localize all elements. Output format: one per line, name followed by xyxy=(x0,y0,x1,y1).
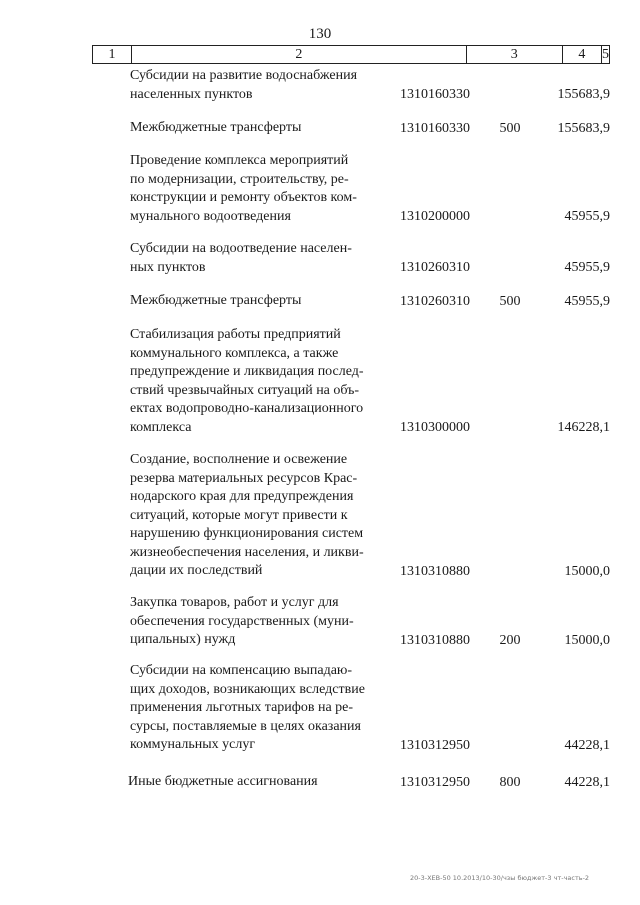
row-description: Иные бюджетные ассигнования xyxy=(128,774,318,789)
table-row xyxy=(0,326,640,437)
document-footer: 20-3-ХЕВ-50 10.2013/10-30/чзы бюджет-3 чт-часть-2 xyxy=(410,874,590,882)
row-description: Закупка товаров, работ и услуг для обеспечения государственных (муни- ципальных) нужд xyxy=(130,595,354,647)
row-description: Проведение комплекса мероприятий по модернизации, строительству, ре- конструкции и ремонту объектов ком- мунального водоотведения xyxy=(130,153,357,224)
row-amount: 45955,9 xyxy=(564,259,610,275)
page-number: 130 xyxy=(308,26,332,42)
row-description: Субсидии на водоотведение населен- ных пунктов xyxy=(130,241,352,275)
row-amount: 15000,0 xyxy=(564,632,610,648)
table-row xyxy=(0,773,640,792)
row-amount: 44228,1 xyxy=(564,737,610,753)
row-code: 1310310880 xyxy=(400,632,470,648)
row-amount: 155683,9 xyxy=(557,86,610,102)
table-row xyxy=(0,240,640,277)
row-code: 1310200000 xyxy=(400,208,470,224)
row-code: 1310160330 xyxy=(400,86,470,102)
table-row xyxy=(0,119,640,138)
row-amount: 44228,1 xyxy=(564,774,610,790)
table-row xyxy=(0,152,640,226)
row-description: Субсидии на компенсацию выпадаю- щих доходов, возникающих вследствие применения льготных тарифов на ре- сурсы, поставляемые в целях оказания коммунальных услуг xyxy=(130,663,365,752)
row-amount: 15000,0 xyxy=(564,563,610,579)
row-code: 1310260310 xyxy=(400,293,470,309)
row-code: 1310312950 xyxy=(400,774,470,790)
row-code: 1310300000 xyxy=(400,419,470,435)
column-header-3: 3 xyxy=(467,46,563,63)
row-amount: 155683,9 xyxy=(557,120,610,136)
table-row xyxy=(0,67,640,104)
row-code: 1310310880 xyxy=(400,563,470,579)
row-amount: 45955,9 xyxy=(564,208,610,224)
table-row xyxy=(0,292,640,311)
row-description: Субсидии на развитие водоснабжения населенных пунктов xyxy=(130,68,358,102)
row-amount: 146228,1 xyxy=(557,419,610,435)
column-header-4: 4 xyxy=(563,46,602,63)
row-type: 200 xyxy=(499,632,521,648)
row-description: Межбюджетные трансферты xyxy=(130,293,302,308)
row-code: 1310312950 xyxy=(400,737,470,753)
row-code: 1310260310 xyxy=(400,259,470,275)
table-row xyxy=(0,451,640,581)
column-header-5: 5 xyxy=(601,47,609,62)
row-description: Создание, восполнение и освежение резерва материальных ресурсов Крас- нодарского края для предупреждения ситуаций, которые могут привести к нарушению функционирования систем жизнеобеспечения населения, и ликви- дации их последствий xyxy=(130,452,364,578)
row-description: Стабилизация работы предприятий коммунального комплекса, а также предупреждение и ликвидация послед- ствий чрезвычайных ситуаций на объ- ектах водопроводно-канализационного комплекса xyxy=(130,327,364,435)
table-row xyxy=(0,662,640,755)
table-row xyxy=(0,594,640,650)
column-header-1: 1 xyxy=(93,46,132,63)
row-code: 1310160330 xyxy=(400,120,470,136)
row-type: 500 xyxy=(499,120,521,136)
column-header-row xyxy=(92,45,610,64)
row-amount: 45955,9 xyxy=(564,293,610,309)
column-header-2: 2 xyxy=(132,46,466,63)
row-type: 800 xyxy=(499,774,521,790)
row-type: 500 xyxy=(499,293,521,309)
row-description: Межбюджетные трансферты xyxy=(130,120,302,135)
